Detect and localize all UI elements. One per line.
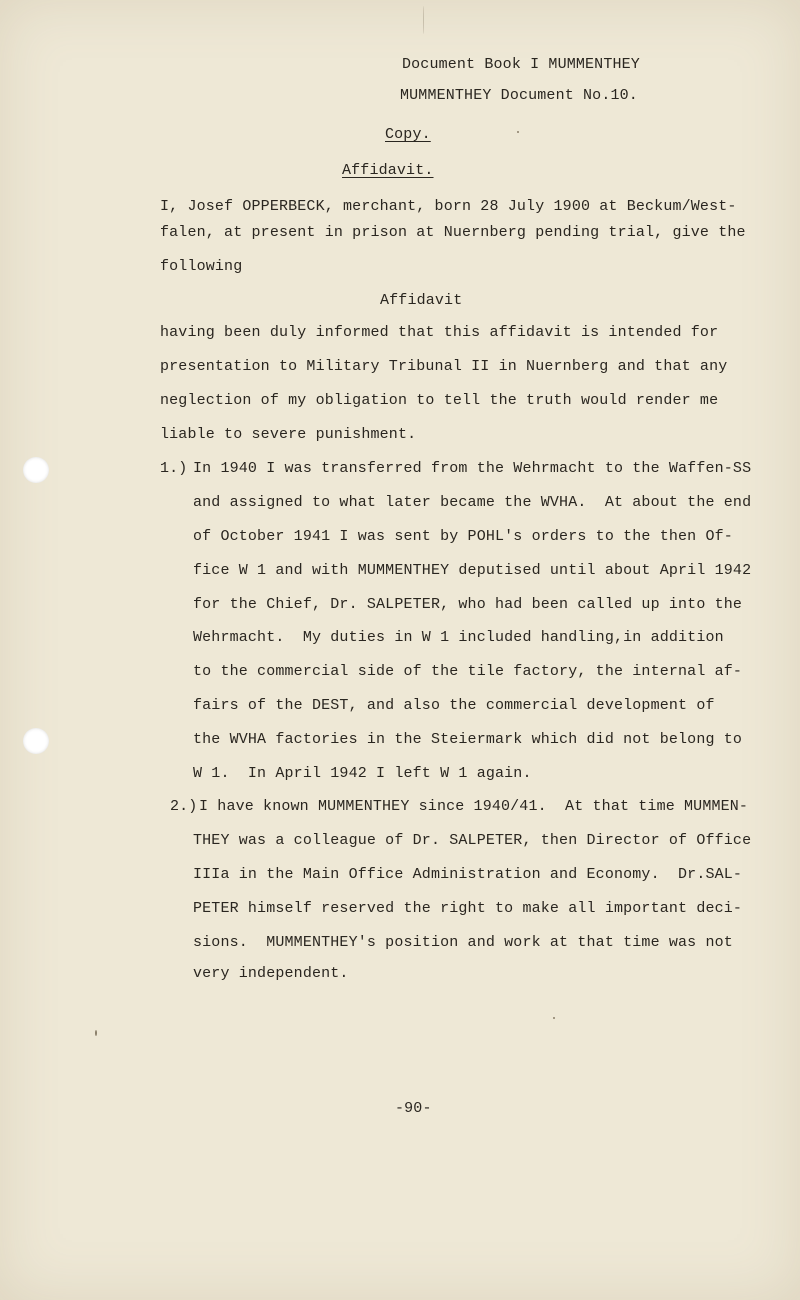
oath-line: presentation to Military Tribunal II in Nuernberg and that any [160, 358, 728, 375]
paragraph-1-line: of October 1941 I was sent by POHL's orders to the then Of- [193, 528, 733, 545]
intro-line: following [160, 258, 243, 275]
oath-line: having been duly informed that this affidavit is intended for [160, 324, 719, 341]
punch-hole [23, 728, 49, 754]
paragraph-1-line: Wehrmacht. My duties in W 1 included handling,in addition [193, 629, 724, 646]
intro-line: I, Josef OPPERBECK, merchant, born 28 July 1900 at Beckum/West- [160, 198, 737, 215]
paragraph-2-number: 2.) [170, 798, 198, 815]
intro-line: falen, at present in prison at Nuernberg pending trial, give the [160, 224, 746, 241]
punch-hole [23, 457, 49, 483]
copy-label: Copy. [385, 126, 431, 143]
page-number: -90- [395, 1100, 432, 1117]
paragraph-1-line: and assigned to what later became the WVHA. At about the end [193, 494, 752, 511]
paragraph-1-line: to the commercial side of the tile factory, the internal af- [193, 663, 743, 680]
document-book-header: Document Book I MUMMENTHEY [402, 56, 640, 73]
paper-speck [553, 1017, 555, 1019]
paragraph-2-line: sions. MUMMENTHEY's position and work at that time was not [193, 934, 733, 951]
paragraph-1-line: for the Chief, Dr. SALPETER, who had been called up into the [193, 596, 743, 613]
paper-speck [95, 1030, 97, 1036]
paragraph-2-line: I have known MUMMENTHEY since 1940/41. At that time MUMMEN- [199, 798, 749, 815]
paragraph-2-line: IIIa in the Main Office Administration and Economy. Dr.SAL- [193, 866, 743, 883]
document-number-header: MUMMENTHEY Document No.10. [400, 87, 638, 104]
oath-line: liable to severe punishment. [160, 426, 417, 443]
paragraph-2-line: very independent. [193, 965, 349, 982]
paragraph-1-line: W 1. In April 1942 I left W 1 again. [193, 765, 532, 782]
paragraph-1-line: the WVHA factories in the Steiermark which did not belong to [193, 731, 743, 748]
affidavit-subtitle: Affidavit [380, 292, 463, 309]
paragraph-1-line: In 1940 I was transferred from the Wehrmacht to the Waffen-SS [193, 460, 752, 477]
affidavit-title: Affidavit. [342, 162, 434, 179]
paragraph-1-number: 1.) [160, 460, 188, 477]
paper-speck [517, 131, 519, 133]
oath-line: neglection of my obligation to tell the truth would render me [160, 392, 719, 409]
paragraph-2-line: THEY was a colleague of Dr. SALPETER, then Director of Office [193, 832, 752, 849]
paper-crease [423, 6, 424, 34]
paragraph-2-line: PETER himself reserved the right to make all important deci- [193, 900, 743, 917]
paragraph-1-line: fice W 1 and with MUMMENTHEY deputised until about April 1942 [193, 562, 752, 579]
paragraph-1-line: fairs of the DEST, and also the commercial development of [193, 697, 715, 714]
